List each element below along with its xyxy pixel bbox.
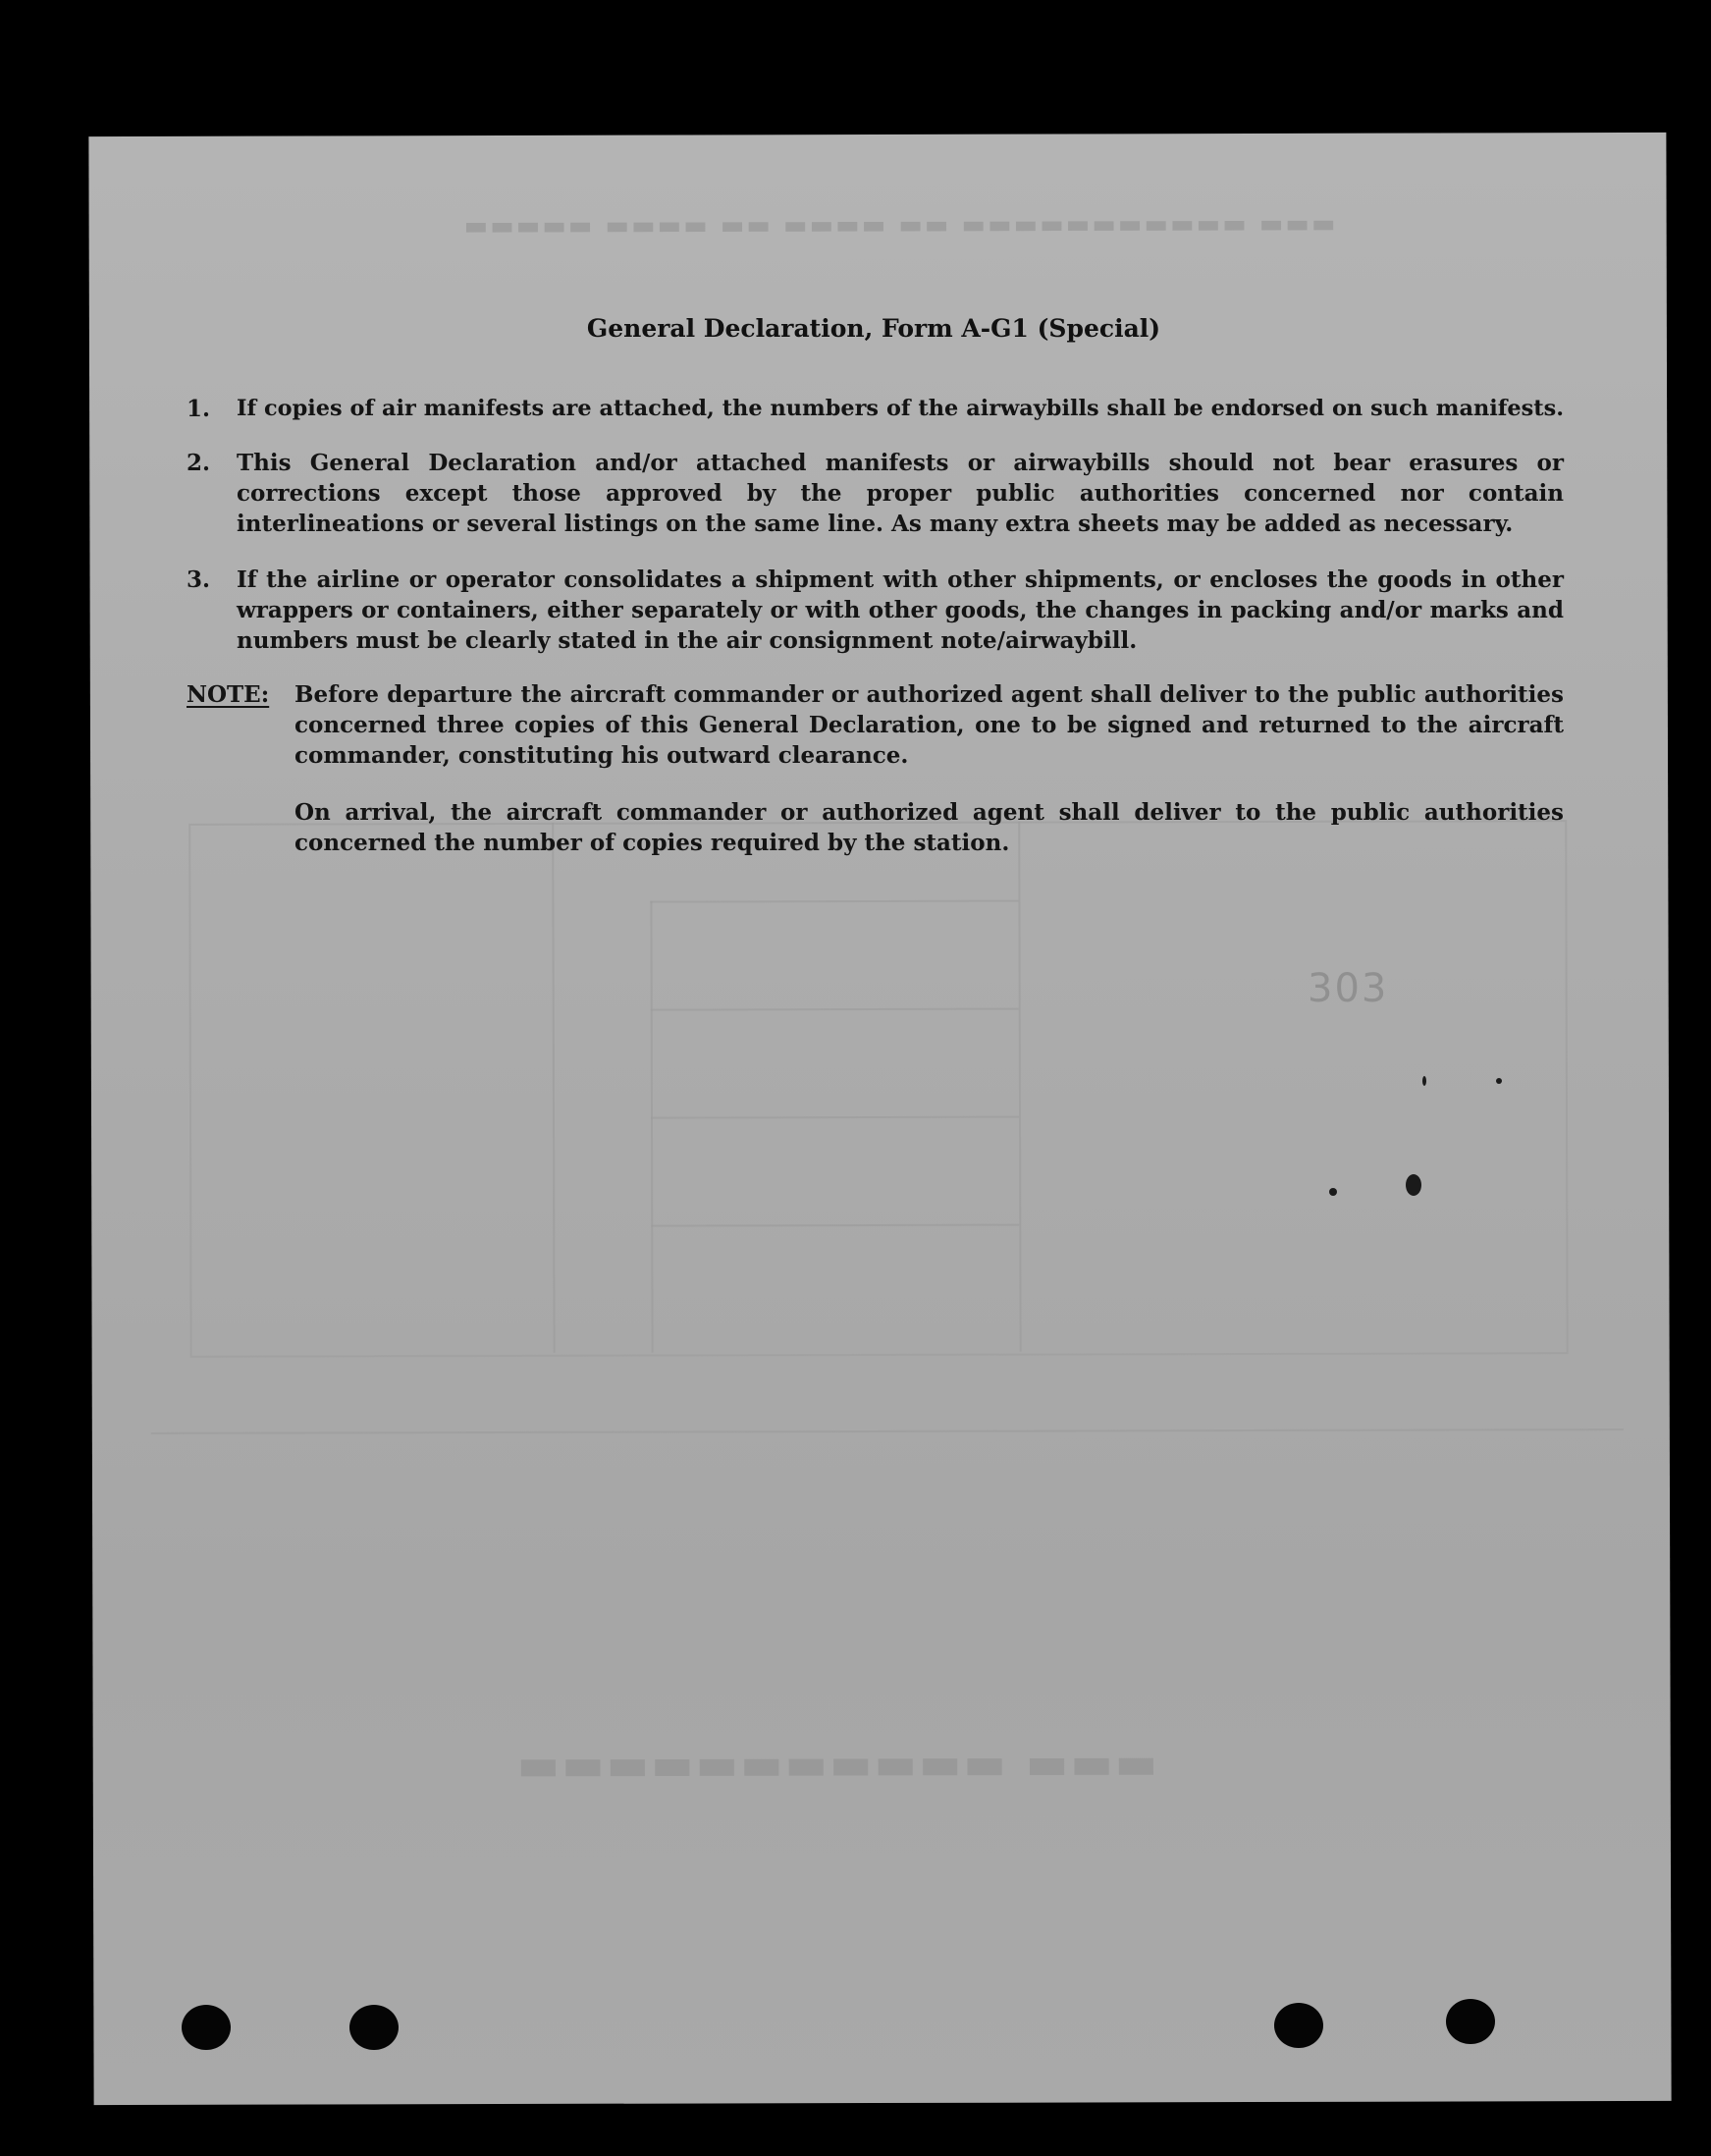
bleed-through-line: ▬▬▬ ▬▬▬▬▬▬▬▬▬▬▬ ▬▬ ▬▬▬▬ ▬▬ ▬▬▬▬ ▬▬▬▬▬	[461, 211, 1336, 244]
bleed-through-rule	[151, 1428, 1624, 1434]
page-title: General Declaration, Form A-G1 (Special)	[586, 314, 1161, 343]
note-paragraph: On arrival, the aircraft commander or authorized agent shall deliver to the public authorities concerned the number of copies required by the station.	[294, 799, 1564, 856]
punch-hole	[1274, 2003, 1323, 2048]
punch-hole	[1446, 1999, 1495, 2044]
item-text: If copies of air manifests are attached, the numbers of the airwaybills shall be endorsed on such manifests.	[237, 396, 1564, 421]
ink-speck	[1496, 1078, 1502, 1084]
document-sheet	[88, 133, 1671, 2105]
ink-speck	[1406, 1174, 1421, 1196]
punch-hole	[349, 2005, 399, 2050]
item-text: This General Declaration and/or attached manifests or airwaybills should not bear erasures or corrections except those approved by the proper public authorities concerned nor contain interlineations or several listings on the same line. As many extra sheets may be added as necessary.	[237, 450, 1564, 537]
stamp-number: 303	[1308, 966, 1389, 1011]
ink-speck	[1329, 1188, 1337, 1196]
note-label: NOTE:	[187, 681, 270, 708]
item-number: 3.	[187, 566, 211, 593]
item-text: If the airline or operator consolidates a shipment with other shipments, or encloses the goods in other wrappers or containers, either separately or with other goods, the changes in packing and/or marks and numbers must be clearly stated in the air consignment note/airwaybill.	[237, 566, 1564, 654]
bleed-through-heading: ▬▬▬ ▬▬▬▬▬▬▬▬▬▬▬	[514, 1744, 1158, 1799]
punch-hole	[182, 2005, 231, 2050]
note-paragraph: Before departure the aircraft commander or authorized agent shall deliver to the public authorities concerned three copies of this General Declaration, one to be signed and returned to the aircraft commander, constituting his outward clearance.	[294, 681, 1564, 769]
ink-speck	[1422, 1076, 1426, 1086]
item-number: 1.	[187, 396, 211, 422]
item-number: 2.	[187, 450, 211, 476]
